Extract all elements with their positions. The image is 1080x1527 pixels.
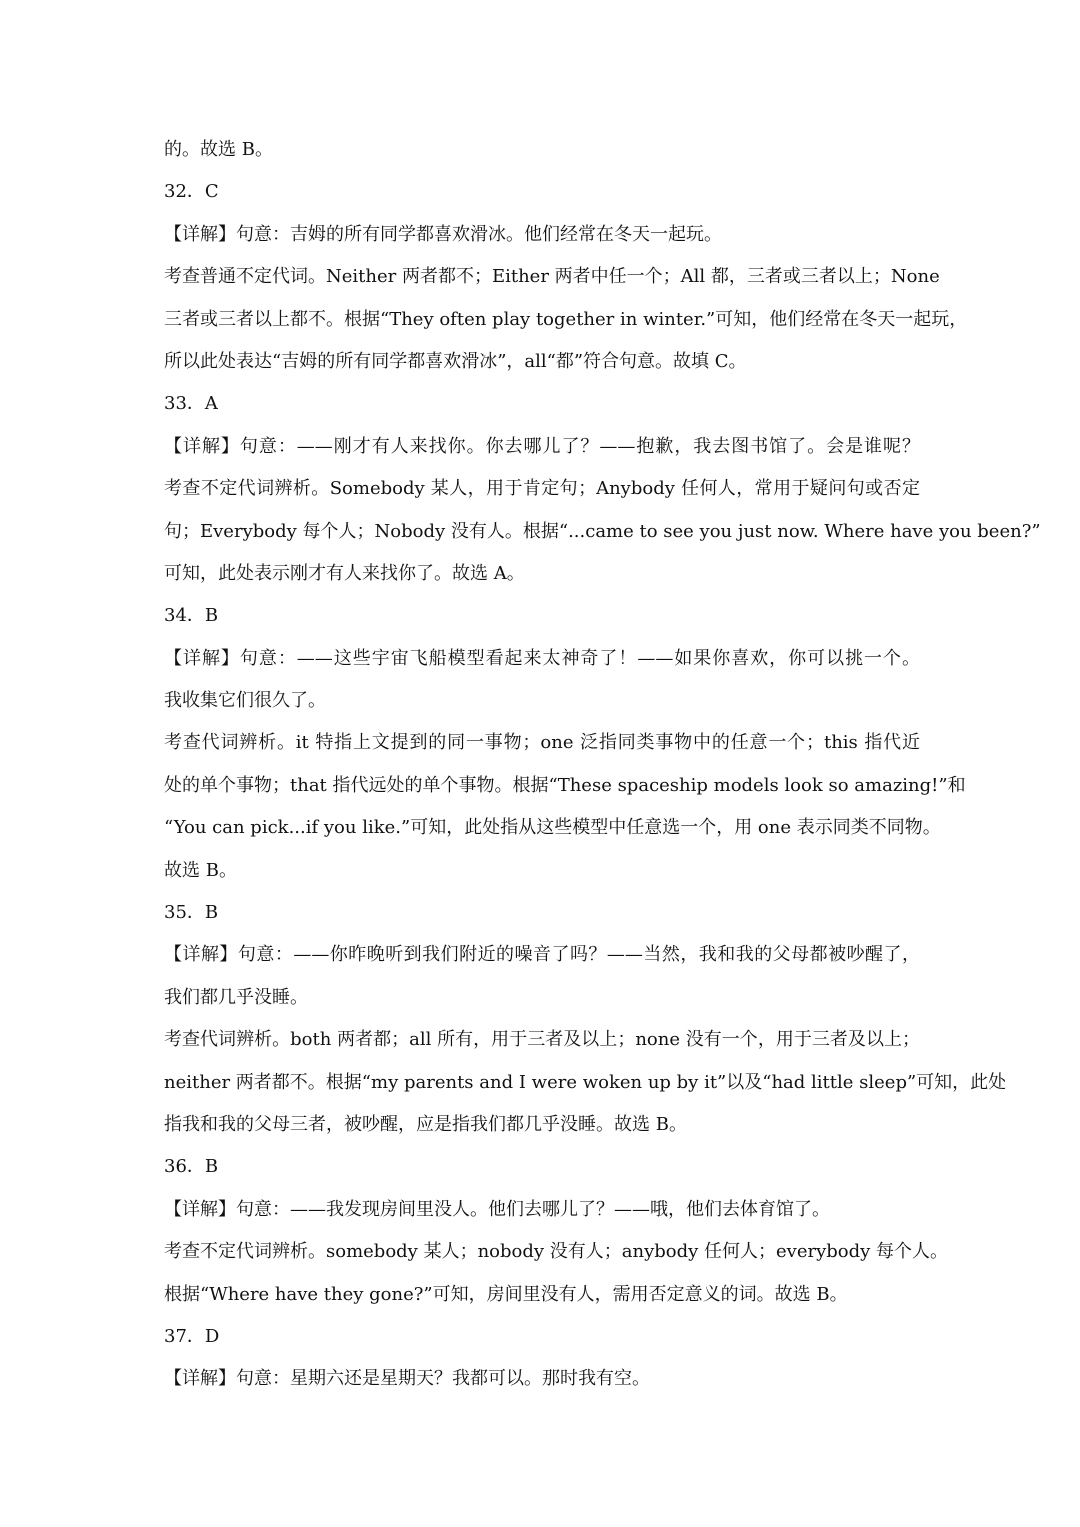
question-answer-35: 35．B bbox=[164, 902, 219, 924]
text-line: neither 两者都不。根据“my parents and I were woken up by it”以及“had little sleep”可知，此处 bbox=[164, 1071, 1007, 1093]
text-line: 【详解】句意：——这些宇宙飞船模型看起来太神奇了！——如果你喜欢，你可以挑一个。 bbox=[164, 647, 920, 669]
text-line: 可知，此处表示刚才有人来找你了。故选 A。 bbox=[164, 562, 525, 584]
text-line: “You can pick...if you like.”可知，此处指从这些模型中任意选一个，用 one 表示同类不同物。 bbox=[164, 817, 941, 839]
text-line: 考查不定代词辨析。Somebody 某人，用于肯定句；Anybody 任何人，常用于疑问句或否定 bbox=[164, 478, 920, 500]
text-line: 考查普通不定代词。Neither 两者都不；Either 两者中任一个；All 都，三者或三者以上；None bbox=[164, 266, 940, 288]
text-line: 考查不定代词辨析。somebody 某人；nobody 没有人；anybody 任何人；everybody 每个人。 bbox=[164, 1241, 949, 1263]
text-line: 指我和我的父母三者，被吵醒，应是指我们都几乎没睡。故选 B。 bbox=[164, 1113, 687, 1135]
question-answer-37: 37．D bbox=[164, 1325, 220, 1347]
question-answer-33: 33．A bbox=[164, 393, 218, 415]
text-line: 故选 B。 bbox=[164, 859, 237, 881]
text-line: 处的单个事物；that 指代远处的单个事物。根据“These spaceship models look so amazing!”和 bbox=[164, 774, 966, 796]
text-line: 【详解】句意：——刚才有人来找你。你去哪儿了？——抱歉，我去图书馆了。会是谁呢？ bbox=[164, 435, 920, 457]
answer-explanations bbox=[164, 129, 1041, 1401]
text-line: 【详解】句意：星期六还是星期天？我都可以。那时我有空。 bbox=[164, 1368, 650, 1390]
question-answer-36: 36．B bbox=[164, 1156, 219, 1178]
text-line: 【详解】句意：——你昨晚听到我们附近的噪音了吗？——当然，我和我的父母都被吵醒了， bbox=[164, 944, 920, 966]
text-line: 句；Everybody 每个人；Nobody 没有人。根据“...came to see you just now. Where have you been?” bbox=[164, 520, 1041, 542]
text-line: 我收集它们很久了。 bbox=[164, 690, 326, 712]
text-line: 【详解】句意：吉姆的所有同学都喜欢滑冰。他们经常在冬天一起玩。 bbox=[164, 223, 722, 245]
text-line: 所以此处表达“吉姆的所有同学都喜欢滑冰”，all“都”符合句意。故填 C。 bbox=[164, 350, 747, 372]
text-line: 的。故选 B。 bbox=[164, 139, 273, 160]
text-line: 考查代词辨析。it 特指上文提到的同一事物；one 泛指同类事物中的任意一个；this 指代近 bbox=[164, 732, 920, 754]
text-line: 根据“Where have they gone?”可知，房间里没有人，需用否定意义的词。故选 B。 bbox=[164, 1283, 848, 1305]
question-answer-32: 32．C bbox=[164, 181, 219, 203]
text-line: 考查代词辨析。both 两者都；all 所有，用于三者及以上；none 没有一个，用于三者及以上； bbox=[164, 1029, 920, 1051]
text-line: 我们都几乎没睡。 bbox=[164, 986, 308, 1008]
text-line: 三者或三者以上都不。根据“They often play together in winter.”可知，他们经常在冬天一起玩， bbox=[164, 308, 968, 330]
question-answer-34: 34．B bbox=[164, 605, 219, 627]
text-line: 【详解】句意：——我发现房间里没人。他们去哪儿了？——哦，他们去体育馆了。 bbox=[164, 1198, 830, 1220]
